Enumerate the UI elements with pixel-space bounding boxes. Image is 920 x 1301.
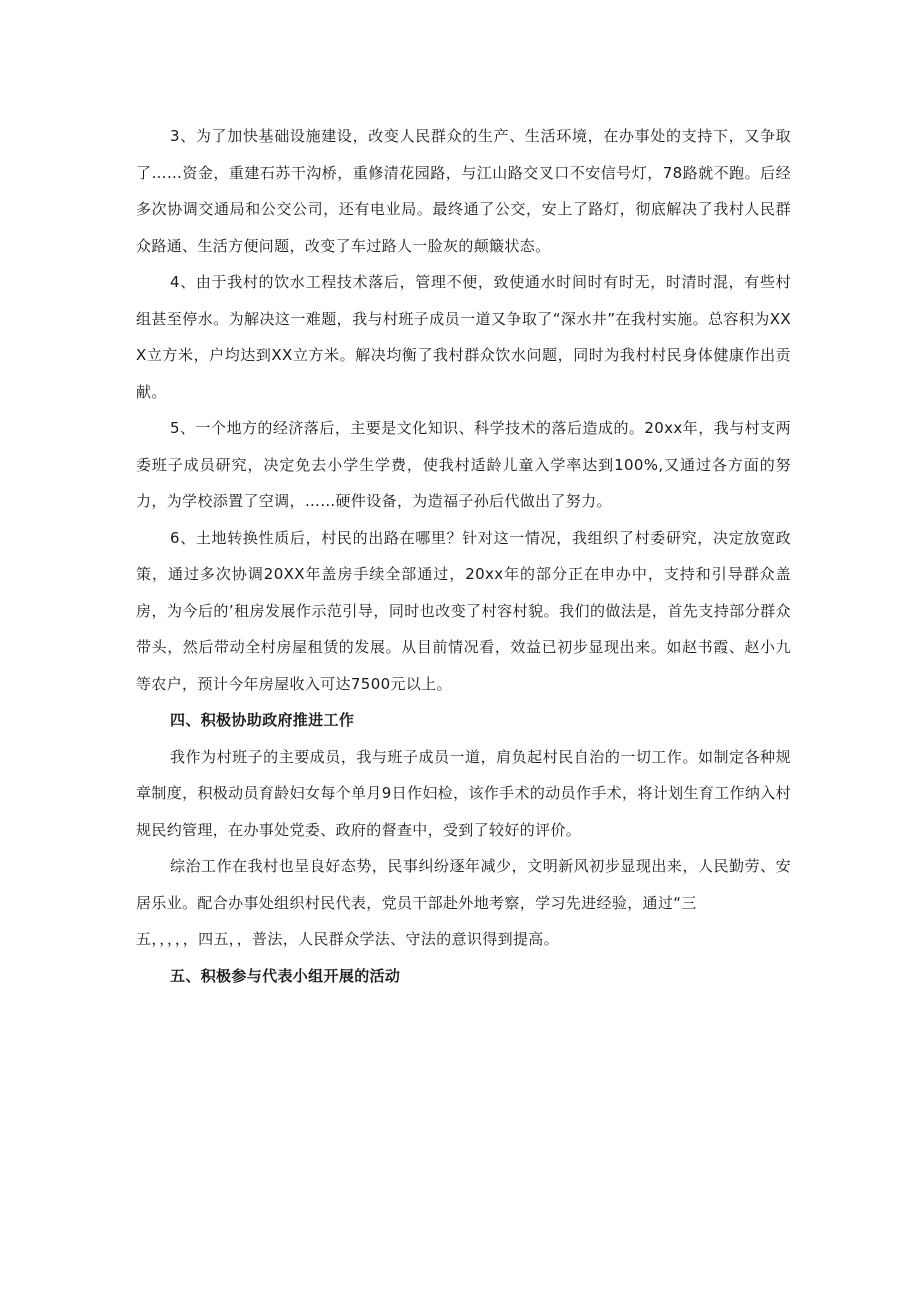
section-heading-4: 四、积极协助政府推进工作 <box>170 711 355 729</box>
paragraph-public-order: 综治工作在我村也呈良好态势，民事纠纷逐年减少，文明新风初步显现出来，人民勤劳、安居乐业。配合办事处组织村民代表，党员干部赴外地考察，学习先进经验，通过“三 <box>136 857 791 912</box>
paragraph-5: 5、一个地方的经济落后，主要是文化知识、科学技术的落后造成的。20xx年，我与村支两委班子成员研究，决定免去小学生学费，使我村适龄儿童入学率达到100%,又通过各方面的努力，为学校添置了空调，……硬件设备，为造福子孙后代做出了努力。 <box>136 419 791 510</box>
document-body <box>136 118 791 994</box>
paragraph-self-governance: 我作为村班子的主要成员，我与班子成员一道，肩负起村民自治的一切工作。如制定各种规章制度，积极动员育龄妇女每个单月9日作妇检，该作手术的动员作手术，将计划生育工作纳入村规民约管理，在办事处党委、政府的督查中，受到了较好的评价。 <box>136 747 791 839</box>
paragraph-legal-education: 五，，，，，四五，，普法，人民群众学法、守法的意识得到提高。 <box>136 930 560 948</box>
section-heading-5: 五、积极参与代表小组开展的活动 <box>170 966 401 985</box>
paragraph-4: 4、由于我村的饮水工程技术落后，管理不便，致使通水时间时有时无，时清时混，有些村组甚至停水。为解决这一难题，我与村班子成员一道又争取了“深水井”在我村实施。总容积为XXX立方米，户均达到XX立方米。解决均衡了我村群众饮水问题，同时为我村村民身体健康作出贡献。 <box>136 273 791 401</box>
paragraph-3: 3、为了加快基础设施建设，改变人民群众的生产、生活环境，在办事处的支持下，又争取了……资金，重建石苏干沟桥，重修清花园路，与江山路交叉口不安信号灯，78路就不跑。后经多次协调交通局和公交公司，还有电业局。最终通了公交，安上了路灯，彻底解决了我村人民群众路通、生活方便问题，改变了车过路人一脸灰的颠簸状态。 <box>136 127 791 255</box>
paragraph-6: 6、土地转换性质后，村民的出路在哪里？针对这一情况，我组织了村委研究，决定放宽政策，通过多次协调20XX年盖房手续全部通过，20xx年的部分正在申办中，支持和引导群众盖房，为今后的’租房发展作示范引导，同时也改变了村容村貌。我们的做法是，首先支持部分群众带头，然后带动全村房屋租赁的发展。从目前情况看，效益已初步显现出来。如赵书霞、赵小九等农户，预计今年房屋收入可达7500元以上。 <box>136 528 791 693</box>
